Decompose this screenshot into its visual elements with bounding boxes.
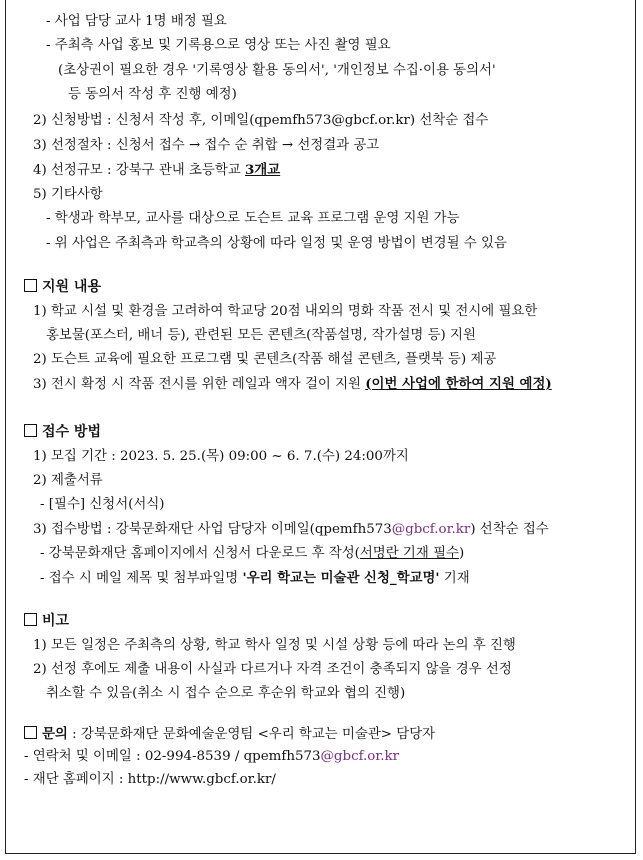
text-line: 취소할 수 있음(취소 시 접수 순으로 후순위 학교와 협의 진행) <box>46 686 406 701</box>
checkbox-square-icon <box>24 726 37 739</box>
text-line: - 위 사업은 주최측과 학교측의 상황에 따라 일정 및 운영 방법이 변경될 수 있음 <box>46 236 507 251</box>
emphasis-span: '우리 학교는 미술관 신청_학교명' <box>242 570 440 586</box>
text-line: - 주최측 사업 홍보 및 기록용으로 영상 또는 사진 촬영 필요 <box>46 38 391 53</box>
text-line: 2) 선정 후에도 제출 내용이 사실과 다르거나 자격 조건이 충족되지 않을 경우 선정 <box>33 662 512 677</box>
checkbox-square-icon <box>24 424 37 437</box>
text-line: 2) 제출서류 <box>33 473 103 488</box>
text-span: 3) 접수방법 : 강북문화재단 사업 담당자 이메일(qpemfh573 <box>33 522 392 537</box>
text-line <box>33 520 643 540</box>
text-line: - 사업 담당 교사 1명 배정 필요 <box>46 14 227 29</box>
selection-procedure-line: 3) 선정절차 : 신청서 접수 → 접수 순 취합 → 선정결과 공고 <box>33 138 380 153</box>
text-span: ) 선착순 접수 <box>470 522 549 537</box>
text-span: : 강북문화재단 문화예술운영팀 <우리 학교는 미술관> 담당자 <box>67 727 436 742</box>
text-line: (초상권이 필요한 경우 '기록영상 활용 동의서', '개인정보 수집·이용 동의서' <box>58 63 496 78</box>
text-span: ) <box>458 546 465 561</box>
text-line: 홍보물(포스터, 배너 등), 관련된 모든 콘텐츠(작품설명, 작가설명 등) 지원 <box>46 328 476 343</box>
section-title: 문의 <box>42 726 68 742</box>
contact-line <box>24 724 643 744</box>
emphasis-span: (이번 사업에 한하여 지원 예정) <box>365 376 552 392</box>
section-title: 지원 내용 <box>42 279 101 295</box>
section-title: 비고 <box>42 613 70 629</box>
text-line: - 학생과 학부모, 교사를 대상으로 도슨트 교육 프로그램 운영 지원 가능 <box>46 211 460 226</box>
section-heading-support <box>24 277 643 297</box>
text-line: 5) 기타사항 <box>33 187 103 202</box>
section-heading-apply <box>24 422 643 442</box>
text-span: 3) 전시 확정 시 작품 전시를 위한 레일과 액자 걸이 지원 <box>33 377 366 392</box>
text-span: - 접수 시 메일 제목 및 첨부파일명 <box>40 571 243 586</box>
email-domain-link[interactable]: @gbcf.or.kr <box>320 749 400 764</box>
text-line: 1) 모든 일정은 주최측의 상황, 학교 학사 일정 및 시설 상황 등에 따라 논의 후 진행 <box>33 638 516 653</box>
section-heading-note <box>24 611 643 631</box>
selection-scale-line <box>33 160 643 180</box>
apply-method-line: 2) 신청방법 : 신청서 작성 후, 이메일(qpemfh573@gbcf.or.kr) 선착순 접수 <box>33 113 489 128</box>
text-line: 1) 학교 시설 및 환경을 고려하여 학교당 20점 내외의 명화 작품 전시 및 전시에 필요한 <box>33 304 538 319</box>
checkbox-square-icon <box>24 613 37 626</box>
text-line: 1) 모집 기간 : 2023. 5. 25.(목) 09:00 ~ 6. 7.(수) 24:00까지 <box>33 449 409 464</box>
text-line: 등 동의서 작성 후 진행 예정) <box>68 87 237 102</box>
text-span: - 연락처 및 이메일 : 02-994-8539 / qpemfh573 <box>24 749 321 764</box>
text-span: 기재 <box>439 571 470 586</box>
text-line <box>33 374 643 394</box>
text-line <box>40 544 643 564</box>
email-domain-link[interactable]: @gbcf.or.kr <box>391 522 471 537</box>
text-line: 2) 도슨트 교육에 필요한 프로그램 및 콘텐츠(작품 해설 콘텐츠, 플랫북 등) 제공 <box>33 352 497 367</box>
homepage-line: - 재단 홈페이지 : http://www.gbcf.or.kr/ <box>24 772 276 787</box>
section-title: 접수 방법 <box>42 424 101 440</box>
text-line <box>40 568 643 588</box>
selection-scale-count: 3개교 <box>244 162 281 178</box>
selection-scale-label: 4) 선정규모 : 강북구 관내 초등학교 <box>33 163 245 178</box>
text-span: - 강북문화재단 홈페이지에서 신청서 다운로드 후 작성( <box>40 546 360 561</box>
checkbox-square-icon <box>24 279 37 292</box>
underlined-span: 서명란 기재 필수 <box>359 546 459 561</box>
contact-phone-line <box>24 747 643 767</box>
text-line: - [필수] 신청서(서식) <box>40 497 165 512</box>
